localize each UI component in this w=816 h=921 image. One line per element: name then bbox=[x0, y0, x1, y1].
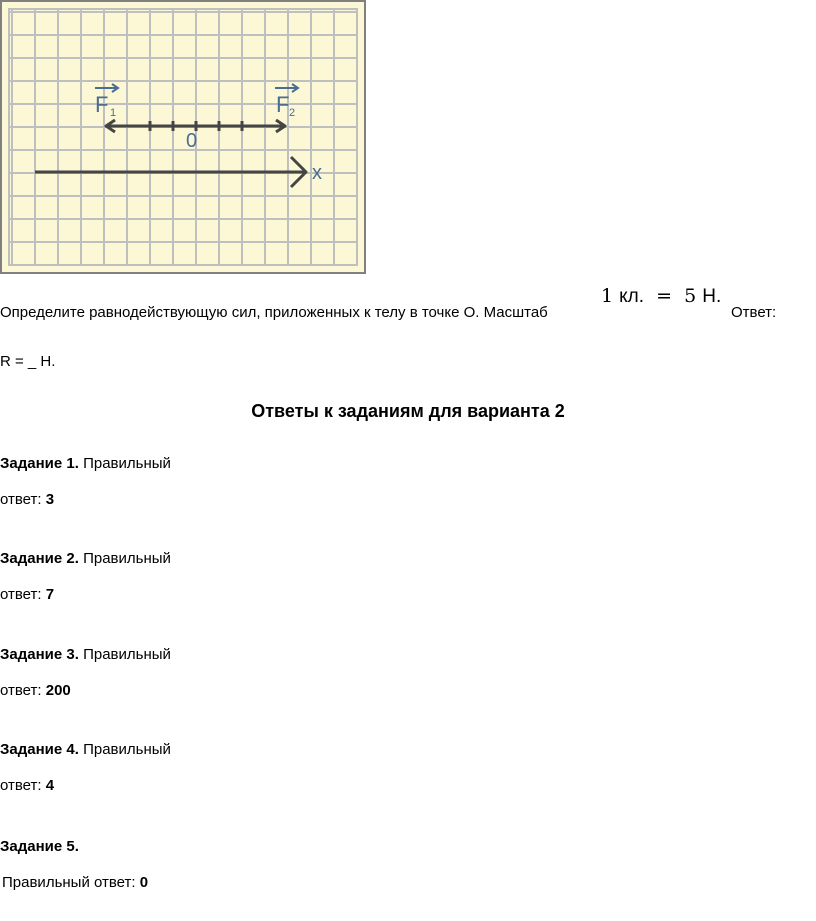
task-prefix: Задание bbox=[0, 455, 63, 472]
task-3-answer bbox=[0, 682, 71, 700]
vector-f1-index: 1 bbox=[110, 107, 117, 119]
scale-formula bbox=[601, 284, 721, 309]
task-prefix: Задание bbox=[0, 646, 63, 663]
task-5-answer bbox=[2, 874, 148, 892]
task-answer-value: 3 bbox=[45, 491, 55, 508]
task-prefix: Задание bbox=[0, 838, 63, 855]
task-number: 2. bbox=[66, 550, 79, 567]
task-number: 3. bbox=[66, 646, 79, 663]
answer-label: Ответ: bbox=[731, 304, 777, 321]
answer-word: ответ: bbox=[0, 777, 42, 794]
correct-label: Правильный bbox=[83, 646, 171, 663]
task-1-heading bbox=[0, 455, 171, 473]
vector-f2-index: 2 bbox=[289, 107, 296, 119]
correct-label: Правильный bbox=[83, 550, 171, 567]
task-answer-value: 7 bbox=[45, 586, 55, 603]
answers-title: Ответы к заданиям для варианта 2 bbox=[251, 401, 565, 421]
task-4-answer bbox=[0, 777, 54, 795]
origin-label: 0 bbox=[186, 130, 198, 152]
correct-label: Правильный bbox=[83, 741, 171, 758]
correct-full-label: Правильный ответ: bbox=[2, 874, 136, 891]
correct-label: Правильный bbox=[83, 455, 171, 472]
task-5-heading bbox=[0, 838, 79, 856]
task-3-heading bbox=[0, 646, 171, 664]
task-number: 4. bbox=[66, 741, 79, 758]
task-number: 5. bbox=[66, 838, 79, 855]
task-answer-value: 4 bbox=[45, 777, 55, 794]
task-prefix: Задание bbox=[0, 741, 63, 758]
vector-f1-label: F bbox=[95, 92, 109, 117]
answer-word: ответ: bbox=[0, 491, 42, 508]
task-4-heading bbox=[0, 741, 171, 759]
answer-input-line: R = _ Н. bbox=[0, 353, 56, 370]
scale-left-number: 1 bbox=[601, 285, 614, 307]
task-answer-value: 200 bbox=[45, 682, 71, 699]
answer-word: ответ: bbox=[0, 682, 42, 699]
force-diagram bbox=[0, 0, 366, 274]
task-prefix: Задание bbox=[0, 550, 63, 567]
scale-right-number: 5 bbox=[684, 285, 697, 307]
task-number: 1. bbox=[66, 455, 79, 472]
scale-equals: = bbox=[656, 285, 673, 307]
answer-word: ответ: bbox=[0, 586, 42, 603]
scale-left-unit: кл. bbox=[619, 286, 645, 307]
scale-right-unit: Н. bbox=[702, 286, 722, 307]
task-answer-value: 0 bbox=[139, 874, 149, 891]
task-2-answer bbox=[0, 586, 54, 604]
vector-f2-label: F bbox=[276, 92, 290, 117]
question-text: Определите равнодействующую сил, приложенных к телу в точке О. Масштаб bbox=[0, 304, 548, 321]
task-2-heading bbox=[0, 550, 171, 568]
x-axis-label: x bbox=[312, 162, 322, 184]
task-1-answer bbox=[0, 491, 54, 509]
